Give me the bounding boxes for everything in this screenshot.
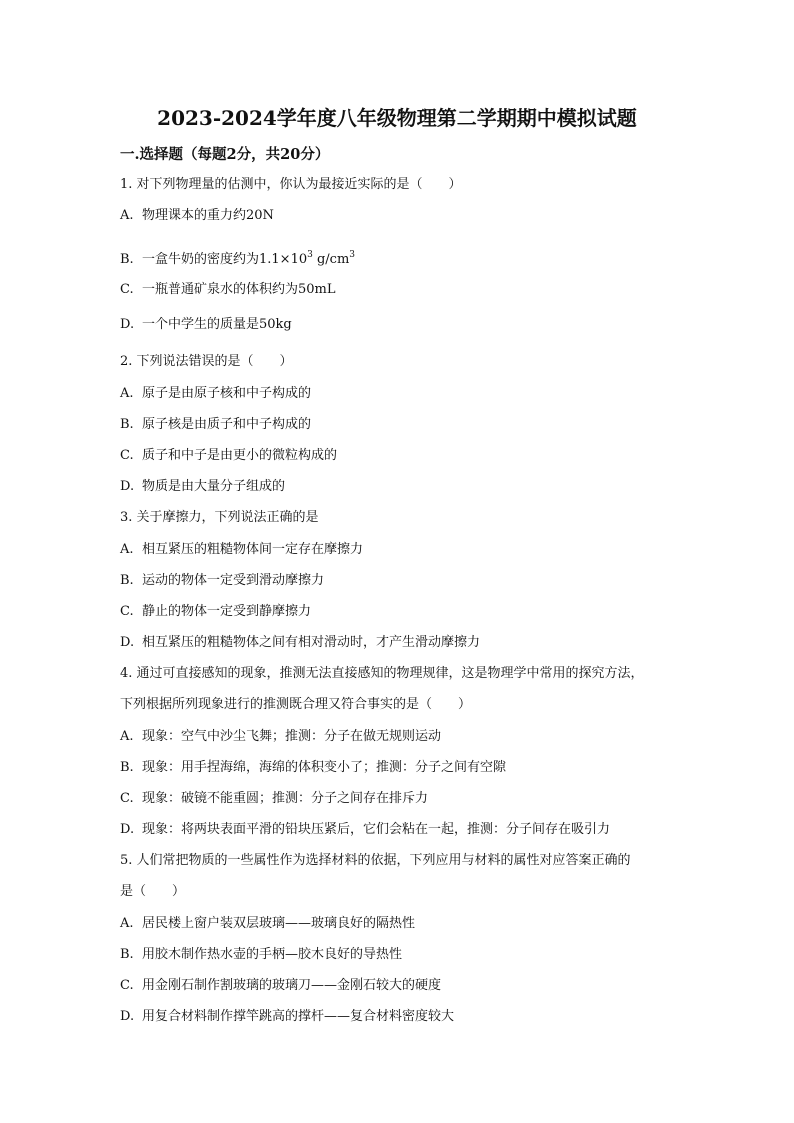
option-text: 原子核是由质子和中子构成的 — [142, 417, 312, 432]
option-letter: A. — [120, 208, 134, 223]
option-letter: D. — [120, 1009, 135, 1024]
superscript: 3 — [307, 250, 313, 260]
question-5-stem-line1: 5. 人们常把物质的一些属性作为选择材料的依据，下列应用与材料的属性对应答案正确的 — [120, 853, 631, 868]
option-text: 一瓶普通矿泉水的体积约为50mL — [142, 282, 336, 297]
option-text: 一盒牛奶的密度约为1.1×10 — [142, 252, 308, 267]
option-text: 物理课本的重力约20N — [142, 208, 274, 223]
option-text: 用复合材料制作撑竿跳高的撑杆——复合材料密度较大 — [142, 1009, 455, 1024]
option-letter: A. — [120, 916, 134, 931]
option-text: 现象：破镜不能重圆；推测：分子之间存在排斥力 — [142, 791, 429, 806]
option-text: 现象：用手捏海绵，海绵的体积变小了；推测：分子之间有空隙 — [142, 760, 507, 775]
question-3-option-b — [120, 572, 324, 590]
option-letter: C. — [120, 282, 134, 297]
option-letter: D. — [120, 822, 135, 837]
question-2-option-c — [120, 447, 337, 465]
question-4-option-a — [120, 728, 441, 746]
question-4-option-b — [120, 759, 506, 777]
option-text: 相互紧压的粗糙物体之间有相对滑动时，才产生滑动摩擦力 — [142, 635, 481, 650]
question-1-option-a — [120, 207, 274, 225]
option-letter: A. — [120, 542, 134, 557]
option-letter: D. — [120, 317, 135, 332]
question-2-option-a — [120, 385, 311, 403]
question-3-option-d — [120, 634, 480, 652]
option-letter: A. — [120, 386, 134, 401]
option-letter: D. — [120, 635, 135, 650]
option-text: 一个中学生的质量是50kg — [142, 317, 292, 332]
option-letter: B. — [120, 573, 134, 588]
question-2-stem: 2. 下列说法错误的是（ ） — [120, 354, 293, 369]
option-letter: C. — [120, 448, 134, 463]
option-letter: D. — [120, 479, 135, 494]
question-1-option-c — [120, 281, 336, 299]
option-letter: C. — [120, 791, 134, 806]
option-text: 原子是由原子核和中子构成的 — [142, 386, 312, 401]
question-1-option-d — [120, 316, 292, 334]
option-text-unit: g/cm — [312, 252, 350, 267]
option-text: 相互紧压的粗糙物体间一定存在摩擦力 — [142, 542, 364, 557]
question-3-option-a — [120, 541, 363, 559]
option-text: 物质是由大量分子组成的 — [142, 479, 286, 494]
option-letter: C. — [120, 604, 134, 619]
question-5-option-c — [120, 977, 441, 995]
question-5-option-d — [120, 1008, 454, 1026]
section-heading: 一.选择题（每题2分，共20分） — [120, 146, 330, 163]
question-5-stem-line2: 是（ ） — [120, 884, 186, 899]
question-4-option-c — [120, 790, 428, 808]
option-letter: A. — [120, 729, 134, 744]
option-text: 现象：空气中沙尘飞舞；推测：分子在做无规则运动 — [142, 729, 442, 744]
question-4-stem-line1: 4. 通过可直接感知的现象，推测无法直接感知的物理规律，这是物理学中常用的探究方法， — [120, 666, 644, 681]
question-2-option-d — [120, 478, 285, 496]
option-letter: B. — [120, 252, 134, 267]
option-letter: B. — [120, 947, 134, 962]
option-text: 运动的物体一定受到滑动摩擦力 — [142, 573, 325, 588]
option-text: 用胶木制作热水壶的手柄—胶木良好的导热性 — [142, 947, 403, 962]
question-1-option-b — [120, 246, 355, 269]
question-1-stem: 1. 对下列物理量的估测中，你认为最接近实际的是（ ） — [120, 177, 462, 192]
option-letter: C. — [120, 978, 134, 993]
option-text: 质子和中子是由更小的微粒构成的 — [142, 448, 338, 463]
option-text: 用金刚石制作割玻璃的玻璃刀——金刚石较大的硬度 — [142, 978, 442, 993]
question-5-option-b — [120, 946, 402, 964]
option-text: 静止的物体一定受到静摩擦力 — [142, 604, 312, 619]
question-3-option-c — [120, 603, 311, 621]
option-letter: B. — [120, 417, 134, 432]
question-3-stem: 3. 关于摩擦力，下列说法正确的是 — [120, 510, 319, 525]
option-letter: B. — [120, 760, 134, 775]
superscript: 3 — [349, 250, 356, 260]
exam-title: 2023-2024学年度八年级物理第二学期期中模拟试题 — [157, 106, 637, 130]
question-5-option-a — [120, 915, 415, 933]
question-2-option-b — [120, 416, 311, 434]
question-4-stem-line2: 下列根据所列现象进行的推测既合理又符合事实的是（ ） — [120, 697, 472, 712]
option-text: 居民楼上窗户装双层玻璃——玻璃良好的隔热性 — [142, 916, 416, 931]
question-4-option-d — [120, 821, 610, 839]
option-text: 现象：将两块表面平滑的铅块压紧后，它们会粘在一起，推测：分子间存在吸引力 — [142, 822, 611, 837]
